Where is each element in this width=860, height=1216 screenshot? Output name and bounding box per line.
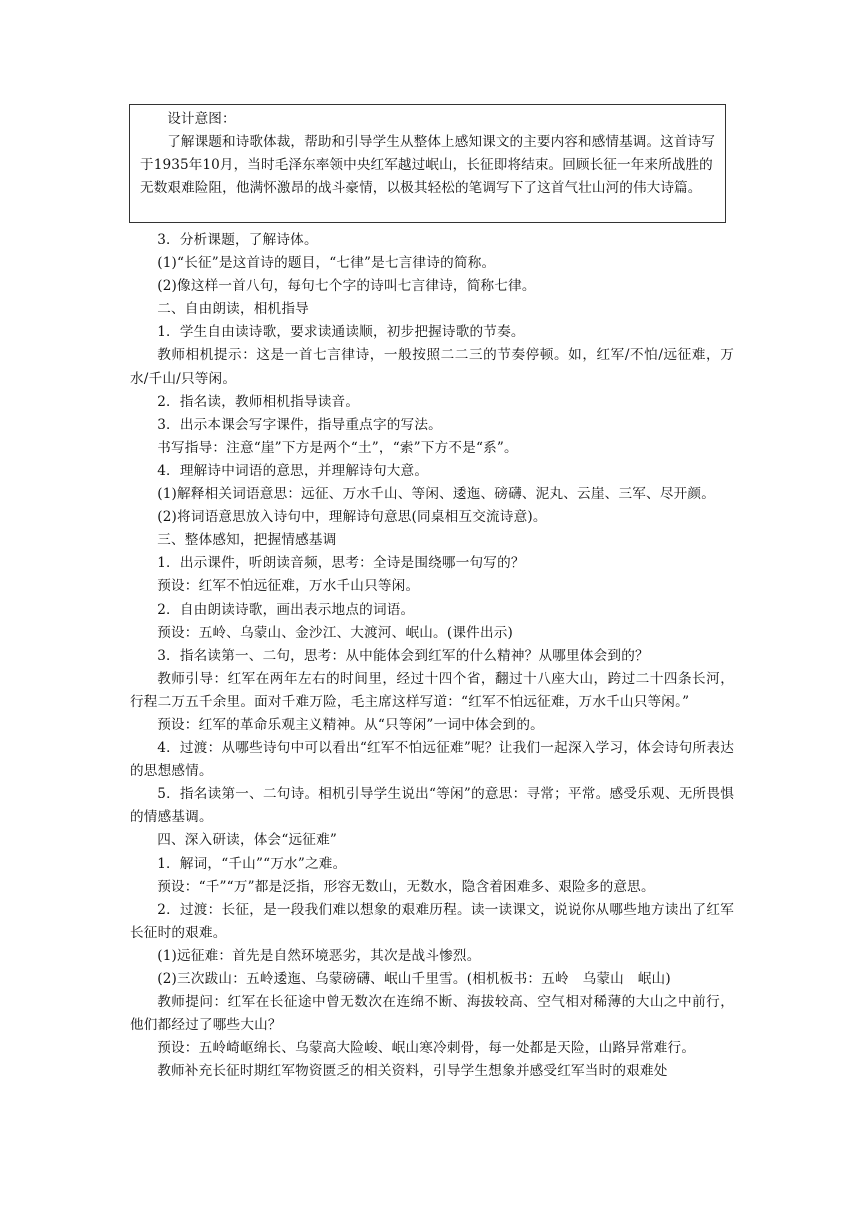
paragraph: (1)远征难：首先是自然环境恶劣，其次是战斗惨烈。 — [157, 947, 481, 964]
paragraph: 4．过渡：从哪些诗句中可以看出“红军不怕远征难”呢？让我们一起深入学习，体会诗句所表达的思想感情。 — [130, 740, 734, 780]
paragraph: 预设：五岭崎岖绵长、乌蒙高大险峻、岷山寒冷刺骨，每一处都是天险，山路异常难行。 — [157, 1040, 696, 1057]
paragraph: (2)将词语意思放入诗句中，理解诗句意思(同桌相互交流诗意)。 — [157, 509, 547, 526]
paragraph: 教师补充长征时期红军物资匮乏的相关资料，引导学生想象并感受红军当时的艰难处 — [157, 1063, 668, 1080]
paragraph: 预设：“千”“万”都是泛指，形容无数山，无数水，隐含着困难多、艰险多的意思。 — [157, 878, 655, 895]
design-intent-text: 了解课题和诗歌体裁，帮助和引导学生从整体上感知课文的主要内容和感情基调。这首诗写于1935年10月，当时毛泽东率领中央红军越过岷山，长征即将结束。回顾长征一年来所战胜的无数艰难险阻，他满怀激昂的战斗豪情，以极其轻松的笔调写下了这首气壮山河的伟大诗篇。 — [140, 134, 715, 196]
paragraph: (2)像这样一首八句，每句七个字的诗叫七言律诗，简称七律。 — [157, 278, 536, 295]
paragraph: 预设：五岭、乌蒙山、金沙江、大渡河、岷山。(课件出示) — [157, 624, 514, 641]
section-heading: 三、整体感知，把握情感基调 — [157, 532, 337, 549]
paragraph: 2．过渡：长征，是一段我们难以想象的艰难历程。读一读课文，说说你从哪些地方读出了红军长征时的艰难。 — [130, 901, 734, 941]
paragraph: 教师相机提示：这是一首七言律诗，一般按照二二三的节奏停顿。如，红军/不怕/远征难，万水/千山/只等闲。 — [130, 347, 734, 387]
paragraph: 1．出示课件，听朗读音频，思考：全诗是围绕哪一句写的？ — [157, 555, 525, 572]
lesson-content — [130, 229, 734, 1083]
paragraph: 书写指导：注意“崖”下方是两个“土”，“索”下方不是“系”。 — [157, 439, 518, 456]
paragraph: (2)三次跋山：五岭逶迤、乌蒙磅礴、岷山千里雪。(相机板书：五岭 乌蒙山 岷山) — [157, 971, 671, 987]
section-heading: 二、自由朗读，相机指导 — [157, 301, 309, 318]
paragraph: 2．指名读，教师相机指导读音。 — [157, 393, 360, 410]
paragraph: (1)解释相关词语意思：远征、万水千山、等闲、逶迤、磅礴、泥丸、云崖、三军、尽开颜。 — [157, 486, 715, 503]
paragraph: 1．学生自由读诗歌，要求读通读顺，初步把握诗歌的节奏。 — [157, 324, 525, 341]
design-intent-box — [129, 104, 726, 223]
paragraph: 3．分析课题，了解诗体。 — [157, 232, 318, 248]
paragraph: 1．解词，“千山”“万水”之难。 — [157, 855, 347, 872]
section-heading: 四、深入研读，体会“远征难” — [157, 832, 338, 849]
paragraph: 3．指名读第一、二句，思考：从中能体会到红军的什么精神？从哪里体会到的？ — [157, 647, 649, 664]
paragraph: 2．自由朗读诗歌，画出表示地点的词语。 — [157, 601, 415, 618]
paragraph: (1)“长征”是这首诗的题目，“七律”是七言律诗的简称。 — [157, 255, 496, 272]
design-intent-heading: 设计意图： — [167, 111, 236, 127]
paragraph: 教师提问：红军在长征途中曾无数次在连绵不断、海拔较高、空气相对稀薄的大山之中前行，他们都经过了哪些大山？ — [130, 994, 734, 1034]
paragraph: 3．出示本课会写字课件，指导重点字的写法。 — [157, 416, 442, 433]
paragraph: 预设：红军不怕远征难，万水千山只等闲。 — [157, 578, 420, 595]
paragraph: 5．指名读第一、二句诗。相机引导学生说出“等闲”的意思：寻常；平常。感受乐观、无所畏惧的情感基调。 — [130, 786, 734, 826]
paragraph: 4．理解诗中词语的意思，并理解诗句大意。 — [157, 462, 429, 479]
paragraph: 教师引导：红军在两年左右的时间里，经过十四个省，翻过十八座大山，跨过二十四条长河，行程二万五千余里。面对千难万险，毛主席这样写道：“红军不怕远征难，万水千山只等闲。” — [130, 670, 734, 710]
paragraph: 预设：红军的革命乐观主义精神。从“只等闲”一词中体会到的。 — [157, 716, 544, 733]
